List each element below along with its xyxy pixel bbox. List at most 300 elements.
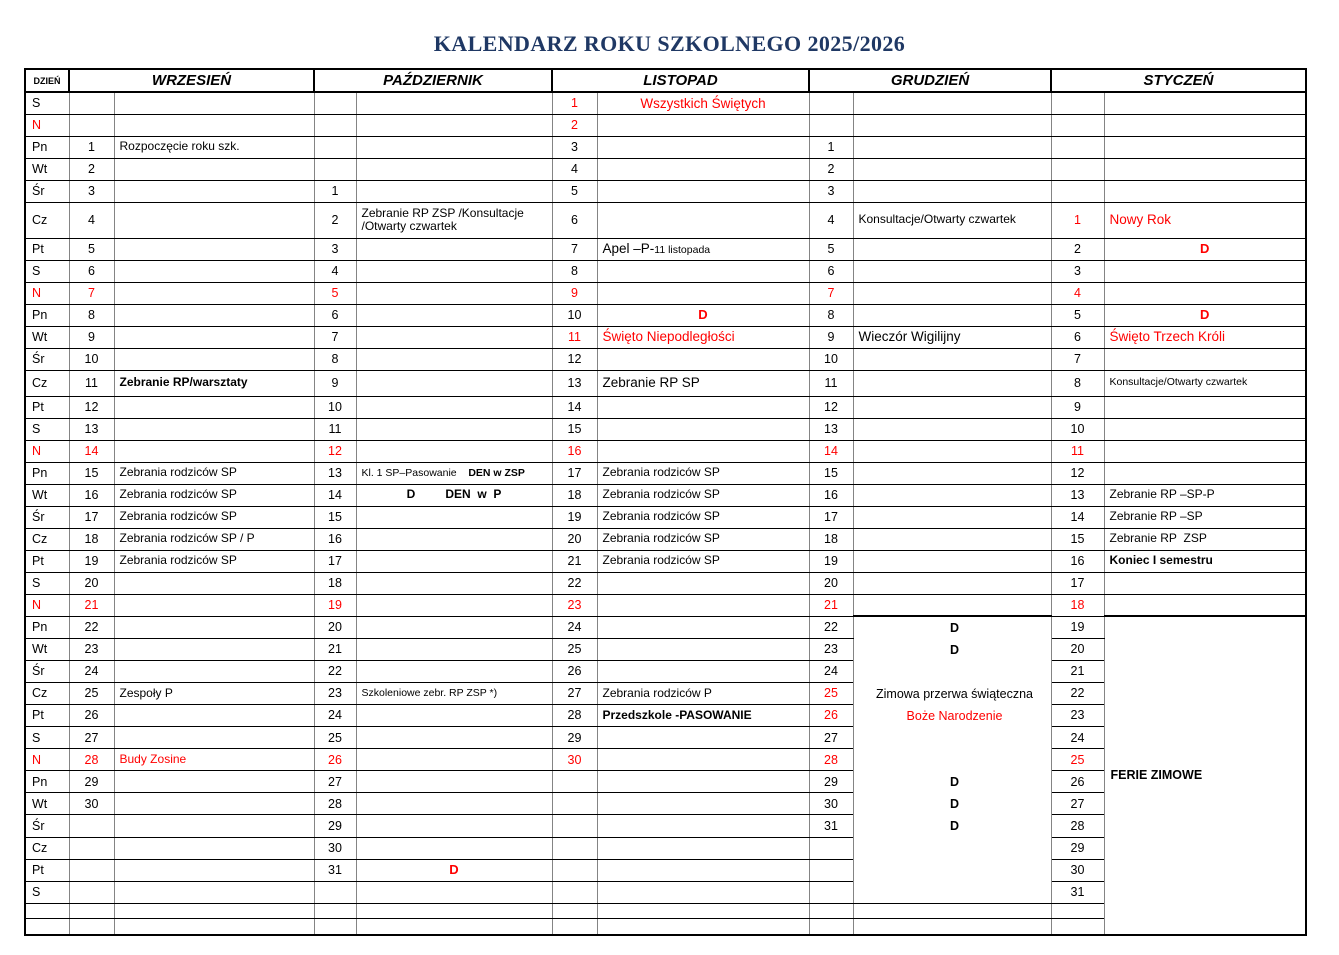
date-cell (69, 114, 114, 136)
event-cell (1104, 158, 1306, 180)
day-label-cell: N (25, 749, 69, 771)
event-cell: Zebrania rodziców SP (597, 462, 809, 484)
event-cell (597, 881, 809, 903)
day-label-cell: Pt (25, 550, 69, 572)
event-cell (356, 837, 552, 859)
date-cell: 14 (1051, 506, 1104, 528)
event-cell (853, 528, 1051, 550)
date-cell: 27 (1051, 793, 1104, 815)
date-cell (314, 904, 356, 919)
event-cell (356, 594, 552, 616)
december-break-line: D (949, 775, 960, 789)
date-cell: 2 (314, 202, 356, 238)
date-cell: 9 (809, 326, 853, 348)
day-label-cell: N (25, 114, 69, 136)
date-cell (69, 859, 114, 881)
date-cell: 17 (809, 506, 853, 528)
day-label-cell: Wt (25, 793, 69, 815)
event-cell (114, 282, 314, 304)
event-cell (853, 348, 1051, 370)
date-cell: 23 (1051, 704, 1104, 726)
event-cell (597, 136, 809, 158)
date-cell: 3 (314, 238, 356, 260)
event-cell: Rozpoczęcie roku szk. (114, 136, 314, 158)
day-column-header: DZIEŃ (25, 69, 69, 92)
event-cell (853, 484, 1051, 506)
event-cell (356, 418, 552, 440)
date-cell (809, 881, 853, 903)
date-cell (1051, 158, 1104, 180)
calendar-row (25, 616, 1306, 638)
event-cell (114, 815, 314, 837)
date-cell (314, 114, 356, 136)
date-cell: 23 (552, 594, 597, 616)
event-cell: Budy Zosine (114, 749, 314, 771)
event-cell (853, 396, 1051, 418)
day-label-cell: S (25, 881, 69, 903)
event-cell (114, 326, 314, 348)
event-cell (114, 660, 314, 682)
date-cell: 21 (1051, 660, 1104, 682)
date-cell: 5 (69, 238, 114, 260)
date-cell: 19 (69, 550, 114, 572)
event-cell (853, 904, 1051, 919)
date-cell: 8 (809, 304, 853, 326)
calendar-row (25, 594, 1306, 616)
day-label-cell: N (25, 594, 69, 616)
event-cell (356, 260, 552, 282)
date-cell: 1 (314, 180, 356, 202)
event-cell (1104, 418, 1306, 440)
december-break-line: D (949, 797, 960, 811)
day-label-cell: Pn (25, 462, 69, 484)
date-cell: 10 (552, 304, 597, 326)
date-cell: 25 (1051, 749, 1104, 771)
calendar-body (25, 92, 1306, 935)
date-cell (69, 837, 114, 859)
date-cell: 15 (1051, 528, 1104, 550)
date-cell: 28 (809, 749, 853, 771)
day-label-cell: Śr (25, 180, 69, 202)
event-cell (356, 238, 552, 260)
event-cell (853, 919, 1051, 935)
event-cell (597, 904, 809, 919)
date-cell: 5 (314, 282, 356, 304)
event-cell (597, 616, 809, 638)
date-cell: 2 (1051, 238, 1104, 260)
date-cell: 30 (314, 837, 356, 859)
event-cell: D (356, 859, 552, 881)
event-cell: Przedszkole -PASOWANIE (597, 704, 809, 726)
date-cell: 21 (69, 594, 114, 616)
event-cell: Zebrania rodziców SP (597, 484, 809, 506)
date-cell: 14 (314, 484, 356, 506)
event-cell (114, 180, 314, 202)
date-cell: 12 (69, 396, 114, 418)
date-cell (552, 859, 597, 881)
date-cell: 11 (809, 370, 853, 396)
event-cell (356, 136, 552, 158)
date-cell: 30 (69, 793, 114, 815)
date-cell (1051, 136, 1104, 158)
date-cell: 20 (809, 572, 853, 594)
event-cell (853, 304, 1051, 326)
date-cell: 6 (69, 260, 114, 282)
date-cell (552, 771, 597, 793)
date-cell: 13 (552, 370, 597, 396)
event-cell (597, 660, 809, 682)
date-cell: 31 (314, 859, 356, 881)
day-label-cell: Śr (25, 348, 69, 370)
date-cell: 7 (1051, 348, 1104, 370)
day-label-cell: Pt (25, 859, 69, 881)
date-cell: 18 (1051, 594, 1104, 616)
date-cell: 8 (1051, 370, 1104, 396)
event-cell (853, 158, 1051, 180)
event-cell (853, 550, 1051, 572)
event-cell (356, 638, 552, 660)
event-cell (853, 418, 1051, 440)
date-cell: 7 (69, 282, 114, 304)
date-cell: 3 (552, 136, 597, 158)
event-cell (597, 749, 809, 771)
date-cell: 13 (314, 462, 356, 484)
event-cell (114, 202, 314, 238)
event-cell (1104, 260, 1306, 282)
event-cell (356, 550, 552, 572)
event-cell (356, 616, 552, 638)
date-cell (69, 92, 114, 114)
date-cell (1051, 919, 1104, 935)
date-cell: 11 (552, 326, 597, 348)
event-cell: Wszystkich Świętych (597, 92, 809, 114)
event-cell (1104, 348, 1306, 370)
event-cell (853, 238, 1051, 260)
date-cell (809, 904, 853, 919)
date-cell: 20 (552, 528, 597, 550)
date-cell: 16 (809, 484, 853, 506)
date-cell (552, 815, 597, 837)
date-cell: 27 (69, 727, 114, 749)
event-cell (597, 572, 809, 594)
date-cell (69, 881, 114, 903)
date-cell: 7 (809, 282, 853, 304)
date-cell (314, 919, 356, 935)
calendar-row (25, 180, 1306, 202)
date-cell: 4 (314, 260, 356, 282)
event-cell: Zebranie RP ZSP /Konsultacje /Otwarty czwartek (356, 202, 552, 238)
event-cell (1104, 440, 1306, 462)
event-cell (356, 815, 552, 837)
event-cell: D (1104, 304, 1306, 326)
event-cell (356, 660, 552, 682)
date-cell: 18 (552, 484, 597, 506)
event-cell: Zebranie RP/warsztaty (114, 370, 314, 396)
event-cell (114, 594, 314, 616)
date-cell: 6 (552, 202, 597, 238)
date-cell (69, 904, 114, 919)
event-cell (114, 396, 314, 418)
date-cell: 27 (314, 771, 356, 793)
date-cell: 27 (552, 682, 597, 704)
day-label-cell: N (25, 440, 69, 462)
event-cell (853, 282, 1051, 304)
calendar-row (25, 462, 1306, 484)
month-header: WRZESIEŃ (69, 69, 314, 92)
event-cell (356, 396, 552, 418)
event-cell (1104, 92, 1306, 114)
date-cell: 8 (69, 304, 114, 326)
date-cell: 1 (1051, 202, 1104, 238)
event-cell (853, 114, 1051, 136)
date-cell: 11 (1051, 440, 1104, 462)
date-cell: 26 (314, 749, 356, 771)
date-cell: 3 (809, 180, 853, 202)
date-cell: 21 (314, 638, 356, 660)
day-label-cell: Śr (25, 815, 69, 837)
calendar-row (25, 396, 1306, 418)
event-cell (114, 881, 314, 903)
date-cell: 16 (1051, 550, 1104, 572)
date-cell: 29 (552, 727, 597, 749)
calendar-row (25, 484, 1306, 506)
date-cell: 22 (1051, 682, 1104, 704)
date-cell: 24 (69, 660, 114, 682)
date-cell: 30 (1051, 859, 1104, 881)
winter-holidays-label: FERIE ZIMOWE (1110, 768, 1203, 783)
date-cell (809, 114, 853, 136)
date-cell: 21 (552, 550, 597, 572)
event-cell (356, 904, 552, 919)
date-cell: 6 (314, 304, 356, 326)
date-cell: 4 (69, 202, 114, 238)
event-text-segment: 11 listopada (654, 244, 711, 257)
december-break-line: Zimowa przerwa świąteczna (876, 687, 1033, 701)
event-cell: Święto Trzech Króli (1104, 326, 1306, 348)
event-cell: Zebrania rodziców SP / P (114, 528, 314, 550)
date-cell: 27 (809, 727, 853, 749)
event-cell: Zebranie RP –SP-P (1104, 484, 1306, 506)
event-cell: Zebrania rodziców SP (114, 506, 314, 528)
event-cell (853, 180, 1051, 202)
event-text-segment: Kl. 1 SP–Pasowanie (361, 467, 469, 480)
event-cell (597, 114, 809, 136)
event-cell (597, 202, 809, 238)
date-cell: 24 (552, 616, 597, 638)
date-cell: 14 (552, 396, 597, 418)
event-cell (853, 136, 1051, 158)
event-text-segment: Apel –P- (602, 241, 655, 257)
december-break-line: Boże Narodzenie (906, 709, 1003, 723)
day-label-cell: Pn (25, 771, 69, 793)
event-cell: Konsultacje/Otwarty czwartek (853, 202, 1051, 238)
date-cell: 28 (552, 704, 597, 726)
december-break-line (859, 859, 1051, 881)
event-cell (597, 158, 809, 180)
date-cell: 15 (552, 418, 597, 440)
event-cell (597, 282, 809, 304)
day-label-cell: Pt (25, 704, 69, 726)
date-cell (552, 793, 597, 815)
event-cell: Zebranie RP ZSP (1104, 528, 1306, 550)
event-cell (853, 260, 1051, 282)
december-break-line (859, 727, 1051, 749)
event-cell (597, 180, 809, 202)
date-cell: 24 (1051, 727, 1104, 749)
december-break-line (859, 661, 1051, 683)
date-cell: 11 (314, 418, 356, 440)
event-cell: D (597, 304, 809, 326)
date-cell (69, 815, 114, 837)
month-header: PAŹDZIERNIK (314, 69, 552, 92)
day-label-cell: S (25, 260, 69, 282)
calendar-row (25, 304, 1306, 326)
event-cell: Zespoły P (114, 682, 314, 704)
event-cell (356, 158, 552, 180)
date-cell: 30 (552, 749, 597, 771)
december-break-line: D (949, 819, 960, 833)
calendar-header (25, 69, 1306, 92)
event-cell (597, 793, 809, 815)
month-header: GRUDZIEŃ (809, 69, 1051, 92)
date-cell: 1 (809, 136, 853, 158)
event-cell: Wieczór Wigilijny (853, 326, 1051, 348)
day-label-cell: Cz (25, 370, 69, 396)
date-cell: 18 (809, 528, 853, 550)
date-cell: 17 (1051, 572, 1104, 594)
event-cell (114, 418, 314, 440)
calendar-row (25, 550, 1306, 572)
date-cell: 9 (552, 282, 597, 304)
date-cell: 29 (809, 771, 853, 793)
date-cell: 25 (314, 727, 356, 749)
date-cell: 15 (69, 462, 114, 484)
event-cell (356, 370, 552, 396)
date-cell: 28 (69, 749, 114, 771)
event-cell (853, 462, 1051, 484)
calendar-row (25, 418, 1306, 440)
date-cell: 20 (69, 572, 114, 594)
event-cell (114, 114, 314, 136)
date-cell: 29 (69, 771, 114, 793)
event-cell (853, 572, 1051, 594)
date-cell: 10 (809, 348, 853, 370)
date-cell (1051, 114, 1104, 136)
event-cell: D DEN w P (356, 484, 552, 506)
event-cell (356, 704, 552, 726)
event-cell (1104, 396, 1306, 418)
event-cell (356, 919, 552, 935)
date-cell: 2 (552, 114, 597, 136)
event-cell (1104, 462, 1306, 484)
date-cell: 26 (1051, 771, 1104, 793)
date-cell: 1 (69, 136, 114, 158)
event-cell (114, 92, 314, 114)
event-cell: Zebrania rodziców P (597, 682, 809, 704)
date-cell: 10 (314, 396, 356, 418)
day-label-cell: Cz (25, 202, 69, 238)
event-cell (114, 904, 314, 919)
event-cell (597, 594, 809, 616)
date-cell: 11 (69, 370, 114, 396)
date-cell: 19 (1051, 616, 1104, 638)
december-break-cell (853, 616, 1051, 904)
event-cell: Zebrania rodziców SP (114, 462, 314, 484)
date-cell: 26 (69, 704, 114, 726)
date-cell: 5 (809, 238, 853, 260)
event-cell: Zebrania rodziców SP (597, 528, 809, 550)
header-row (25, 69, 1306, 92)
event-cell (356, 114, 552, 136)
day-label-cell (25, 904, 69, 919)
event-cell: Zebrania rodziców SP (114, 550, 314, 572)
date-cell (1051, 904, 1104, 919)
date-cell: 2 (69, 158, 114, 180)
date-cell: 1 (552, 92, 597, 114)
calendar-table (24, 68, 1307, 936)
month-header: STYCZEŃ (1051, 69, 1306, 92)
event-cell (114, 238, 314, 260)
date-cell: 14 (809, 440, 853, 462)
date-cell: 19 (552, 506, 597, 528)
event-cell (356, 304, 552, 326)
date-cell: 13 (809, 418, 853, 440)
date-cell: 8 (314, 348, 356, 370)
date-cell: 18 (69, 528, 114, 550)
calendar-row (25, 114, 1306, 136)
event-cell: Koniec I semestru (1104, 550, 1306, 572)
event-cell: Zebranie RP –SP (1104, 506, 1306, 528)
event-cell (597, 919, 809, 935)
date-cell: 20 (1051, 638, 1104, 660)
date-cell: 15 (809, 462, 853, 484)
event-cell (1104, 572, 1306, 594)
event-cell (114, 837, 314, 859)
december-break-line: D (949, 621, 960, 635)
calendar-row (25, 506, 1306, 528)
day-label-cell: Pt (25, 396, 69, 418)
event-cell: Zebranie RP SP (597, 370, 809, 396)
date-cell: 28 (314, 793, 356, 815)
day-label-cell: Cz (25, 528, 69, 550)
date-cell: 26 (809, 704, 853, 726)
date-cell: 3 (1051, 260, 1104, 282)
event-cell (356, 881, 552, 903)
date-cell: 19 (809, 550, 853, 572)
date-cell: 26 (552, 660, 597, 682)
event-cell (853, 92, 1051, 114)
day-label-cell (25, 919, 69, 935)
month-header: LISTOPAD (552, 69, 809, 92)
event-cell (356, 528, 552, 550)
date-cell: 17 (314, 550, 356, 572)
day-label-cell: Pn (25, 304, 69, 326)
event-cell (356, 572, 552, 594)
date-cell: 30 (809, 793, 853, 815)
date-cell: 16 (69, 484, 114, 506)
event-cell (597, 260, 809, 282)
date-cell: 10 (69, 348, 114, 370)
date-cell (314, 92, 356, 114)
day-label-cell: Wt (25, 158, 69, 180)
event-cell (597, 238, 809, 260)
date-cell (69, 919, 114, 935)
event-cell (114, 771, 314, 793)
event-cell (597, 771, 809, 793)
date-cell (809, 92, 853, 114)
calendar-row (25, 440, 1306, 462)
date-cell: 12 (552, 348, 597, 370)
